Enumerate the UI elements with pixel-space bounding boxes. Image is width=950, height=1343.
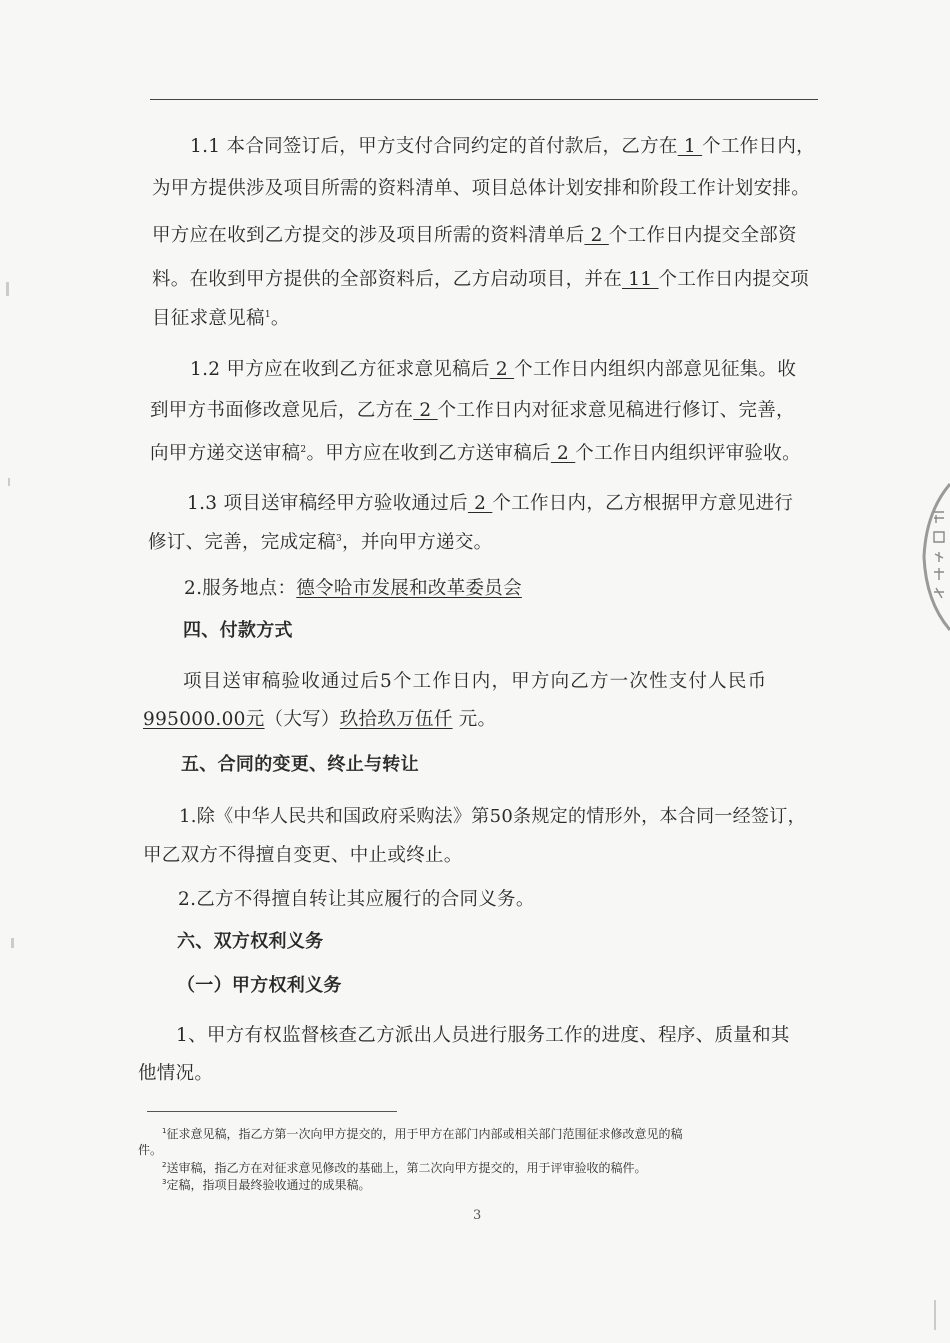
clause-1-1-line-2: 为甲方提供涉及项目所需的资料清单、项目总体计划安排和阶段工作计划安排。: [152, 178, 811, 199]
clause-1-2-line-3: 向甲方递交送审稿$^2$。甲方应在收到乙方送审稿后 2 个工作日内组织评审验收。: [150, 443, 801, 464]
workdays-value: 2: [489, 359, 515, 380]
payment-line-1: 项目送审稿验收通过后5个工作日内，甲方向乙方一次性支付人民币: [183, 671, 768, 692]
footnote-3: $^3$定稿，指项目最终验收通过的成果稿。: [162, 1178, 371, 1192]
workdays-value: 11: [622, 269, 659, 290]
workdays-value: 2: [584, 225, 609, 246]
changes-clause-1-line-1: 1.除《中华人民共和国政府采购法》第50条规定的情形外，本合同一经签订，: [179, 806, 806, 827]
scan-edge-mark: [11, 938, 14, 948]
section-heading-changes: 五、合同的变更、终止与转让: [181, 754, 419, 775]
clause-1-3-line-2: 修订、完善，完成定稿$^3$，并向甲方递交。: [148, 532, 493, 553]
clause-1-3-line-1: 1.3 项目送审稿经甲方验收通过后 2 个工作日内，乙方根据甲方意见进行: [187, 493, 794, 514]
rights-clause-1-line-1: 1、甲方有权监督核查乙方派出人员进行服务工作的进度、程序、质量和其: [176, 1025, 790, 1046]
page-number: 3: [473, 1208, 482, 1223]
clause-1-1-line-1: 1.1 本合同签订后，甲方支付合同约定的首付款后，乙方在 1 个工作日内，: [190, 136, 815, 157]
clause-1-1-line-3: 甲方应在收到乙方提交的涉及项目所需的资料清单后 2 个工作日内提交全部资: [152, 225, 797, 246]
scan-edge-mark: [6, 282, 9, 296]
footnote-ref: 3: [336, 534, 343, 544]
service-location-value: 德令哈市发展和改革委员会: [296, 578, 522, 599]
subsection-heading-party-a: （一）甲方权利义务: [177, 975, 342, 996]
footnote-1-line-2: 件。: [138, 1143, 163, 1157]
changes-clause-2: 2.乙方不得擅自转让其应履行的合同义务。: [178, 889, 535, 910]
workdays-value: 1: [677, 136, 703, 157]
payment-amount: 995000.00元: [143, 709, 265, 730]
changes-clause-1-line-2: 甲乙双方不得擅自变更、中止或终止。: [143, 845, 463, 866]
seal-stamp-icon: [916, 482, 950, 632]
clause-1-1-line-4: 料。在收到甲方提供的全部资料后，乙方启动项目，并在 11 个工作日内提交项: [152, 269, 809, 290]
section-heading-payment: 四、付款方式: [183, 620, 293, 641]
footnote-ref: 2: [300, 445, 307, 455]
rights-clause-1-line-2: 他情况。: [138, 1063, 214, 1084]
footnote-2: $^2$送审稿，指乙方在对征求意见修改的基础上，第二次向甲方提交的，用于评审验收的稿件。: [162, 1161, 647, 1175]
scan-edge-mark: [934, 1300, 936, 1330]
workdays-value: 2: [413, 400, 438, 421]
workdays-value: 2: [550, 443, 576, 464]
service-location: 2.服务地点：德令哈市发展和改革委员会: [184, 578, 522, 599]
clause-1-1-line-5: 目征求意见稿$^1$。: [152, 308, 290, 329]
footnote-ref: 1: [264, 310, 271, 320]
payment-line-2: 995000.00元（大写）玖拾玖万伍仟 元。: [143, 709, 497, 730]
footnote-rule: [147, 1111, 397, 1112]
header-rule: [150, 99, 818, 100]
workdays-value: 2: [467, 493, 493, 514]
section-heading-rights: 六、双方权利义务: [177, 931, 324, 952]
payment-amount-words: 玖拾玖万伍仟: [339, 709, 453, 730]
footnote-1-line-1: $^1$征求意见稿，指乙方第一次向甲方提交的，用于甲方在部门内部或相关部门范围征求修改意见的稿: [162, 1127, 683, 1141]
scan-edge-mark: [8, 478, 10, 486]
clause-1-2-line-1: 1.2 甲方应在收到乙方征求意见稿后 2 个工作日内组织内部意见征集。收: [190, 359, 797, 380]
clause-1-2-line-2: 到甲方书面修改意见后，乙方在 2 个工作日内对征求意见稿进行修订、完善，: [150, 400, 795, 421]
